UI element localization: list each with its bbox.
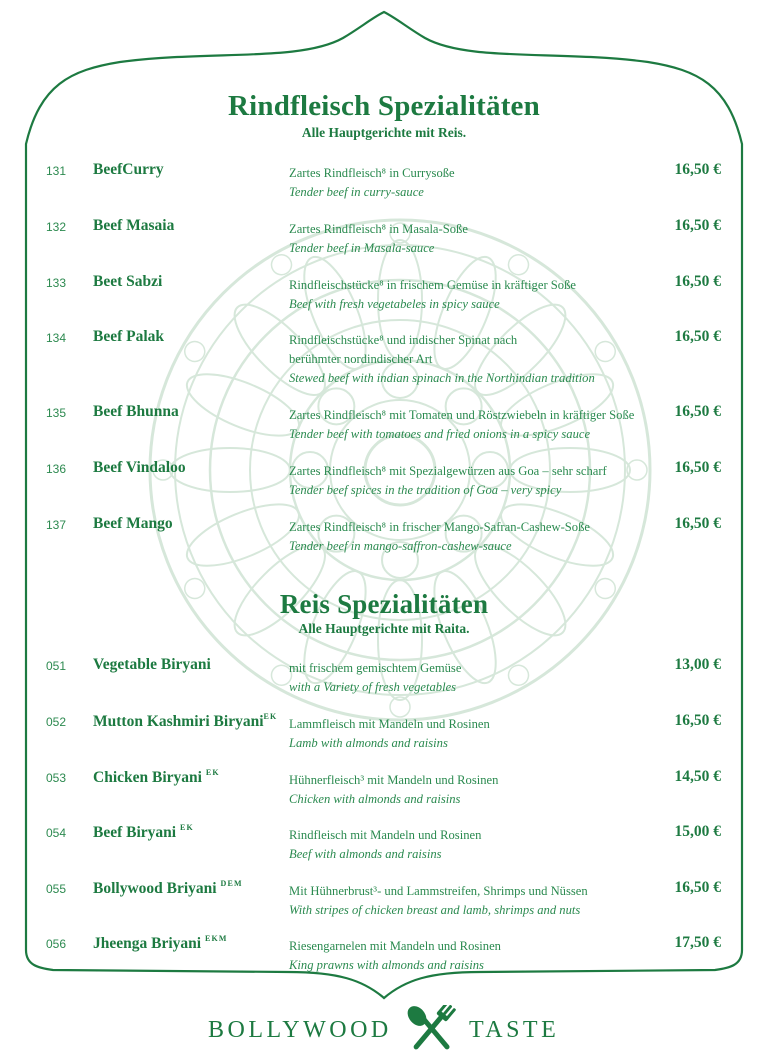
item-number: 137 — [46, 518, 67, 532]
item-description — [289, 659, 669, 697]
item-description-de: Rindfleischstücke⁸ in frischem Gemüse in kräftiger Soße — [289, 278, 576, 292]
item-price: 16,50 € — [674, 217, 721, 234]
item-description — [289, 771, 669, 809]
item-price: 14,50 € — [674, 768, 721, 785]
allergen-codes: DEM — [220, 879, 243, 888]
item-description-de: Lammfleisch mit Mandeln und Rosinen — [289, 717, 490, 731]
item-price: 16,50 € — [674, 712, 721, 729]
item-name: Chicken Biryani $^{EK}$ — [93, 768, 220, 786]
item-description-de: Zartes Rindfleisch⁸ in frischer Mango-Safran-Cashew-Soße — [289, 520, 590, 534]
section-title-beef: Rindfleisch Spezialitäten — [228, 90, 540, 122]
allergen-codes: EK — [263, 712, 278, 721]
item-name: Bollywood Briyani $^{DEM}$ — [93, 879, 243, 897]
item-price: 15,00 € — [674, 823, 721, 840]
item-description-en: With stripes of chicken breast and lamb, shrimps and nuts — [289, 903, 581, 917]
item-number: 136 — [46, 462, 67, 476]
item-name: Beet Sabzi — [93, 273, 163, 290]
item-name: Beef Bhunna — [93, 403, 179, 420]
item-price: 17,50 € — [674, 934, 721, 951]
item-description — [289, 518, 669, 556]
brand-footer — [0, 1005, 768, 1055]
item-description-en: Tender beef in Masala-sauce — [289, 241, 435, 255]
item-name: Beef Mango — [93, 515, 173, 532]
item-number: 055 — [46, 882, 67, 896]
allergen-codes: EKM — [204, 934, 228, 943]
item-description-en: Tender beef in mango-saffron-cashew-sauce — [289, 539, 512, 553]
item-number: 051 — [46, 659, 67, 673]
item-description — [289, 462, 669, 500]
item-description — [289, 882, 669, 920]
allergen-codes: EK — [179, 823, 194, 832]
item-description-en: King prawns with almonds and raisins — [289, 958, 484, 972]
item-price: 16,50 € — [674, 515, 721, 532]
item-price: 16,50 € — [674, 161, 721, 178]
item-description-de: Rindfleischstücke⁸ und indischer Spinat nach — [289, 333, 518, 347]
item-description-de: Rindfleisch mit Mandeln und Rosinen — [289, 828, 482, 842]
item-name: Vegetable Biryani — [93, 656, 211, 673]
item-name: Beef Vindaloo — [93, 459, 186, 476]
item-price: 16,50 € — [674, 328, 721, 345]
item-description-en: Tender beef in curry-sauce — [289, 185, 424, 199]
item-description — [289, 826, 669, 864]
item-number: 131 — [46, 164, 67, 178]
item-description — [289, 715, 669, 753]
item-price: 16,50 € — [674, 403, 721, 420]
item-number: 134 — [46, 331, 67, 345]
item-description-en: Lamb with almonds and raisins — [289, 736, 448, 750]
item-description — [289, 164, 669, 202]
section-subtitle-beef: Alle Hauptgerichte mit Reis. — [301, 125, 467, 140]
item-description-de: mit frischem gemischtem Gemüse — [289, 661, 462, 675]
item-number: 056 — [46, 937, 67, 951]
item-number: 135 — [46, 406, 67, 420]
item-description-de: Zartes Rindfleisch⁸ in Currysoße — [289, 166, 455, 180]
item-description — [289, 406, 669, 444]
item-description-de: Riesengarnelen mit Mandeln und Rosinen — [289, 939, 501, 953]
item-price: 13,00 € — [674, 656, 721, 673]
item-number: 132 — [46, 220, 67, 234]
item-number: 053 — [46, 771, 67, 785]
item-description-en: Chicken with almonds and raisins — [289, 792, 461, 806]
fork-spoon-cross-icon — [404, 1005, 458, 1055]
item-price: 16,50 € — [674, 879, 721, 896]
brand-name-right: TASTE — [469, 1017, 560, 1043]
item-name: Jheenga Briyani $^{EKM}$ — [93, 934, 228, 952]
item-description-de-line2: berühmter nordindischer Art — [289, 352, 433, 366]
item-price: 16,50 € — [674, 459, 721, 476]
item-name: Beef Masaia — [93, 217, 175, 234]
item-description — [289, 276, 669, 314]
item-description — [289, 220, 669, 258]
item-description-en: Stewed beef with indian spinach in the Northindian tradition — [289, 371, 595, 385]
item-number: 133 — [46, 276, 67, 290]
item-description-en: with a Variety of fresh vegetables — [289, 680, 457, 694]
allergen-codes: EK — [205, 768, 220, 777]
item-name: BeefCurry — [93, 161, 164, 178]
item-description-de: Zartes Rindfleisch⁸ in Masala-Soße — [289, 222, 468, 236]
item-description — [289, 331, 669, 388]
brand-name-left: BOLLYWOOD — [208, 1017, 392, 1043]
section-title-rice: Reis Spezialitäten — [279, 589, 489, 619]
item-name: Beef Biryani $^{EK}$ — [93, 823, 194, 841]
item-description-en: Tender beef spices in the tradition of Goa – very spicy — [289, 483, 562, 497]
item-number: 052 — [46, 715, 67, 729]
item-description-de: Mit Hühnerbrust³- und Lammstreifen, Shrimps und Nüssen — [289, 884, 588, 898]
item-description-de: Zartes Rindfleisch⁸ mit Spezialgewürzen aus Goa – sehr scharf — [289, 464, 607, 478]
item-number: 054 — [46, 826, 67, 840]
item-description — [289, 937, 669, 975]
section-subtitle-rice: Alle Hauptgerichte mit Raita. — [298, 621, 470, 636]
item-description-de: Zartes Rindfleisch⁸ mit Tomaten und Röstzwiebeln in kräftiger Soße — [289, 408, 635, 422]
item-name: Beef Palak — [93, 328, 165, 345]
item-description-en: Beef with almonds and raisins — [289, 847, 442, 861]
item-description-en: Tender beef with tomatoes and fried onions in a spicy sauce — [289, 427, 591, 441]
item-price: 16,50 € — [674, 273, 721, 290]
item-name: Mutton Kashmiri Biryani$^{EK}$ — [93, 712, 278, 730]
item-description-en: Beef with fresh vegetabeles in spicy sauce — [289, 297, 500, 311]
item-description-de: Hühnerfleisch³ mit Mandeln und Rosinen — [289, 773, 499, 787]
